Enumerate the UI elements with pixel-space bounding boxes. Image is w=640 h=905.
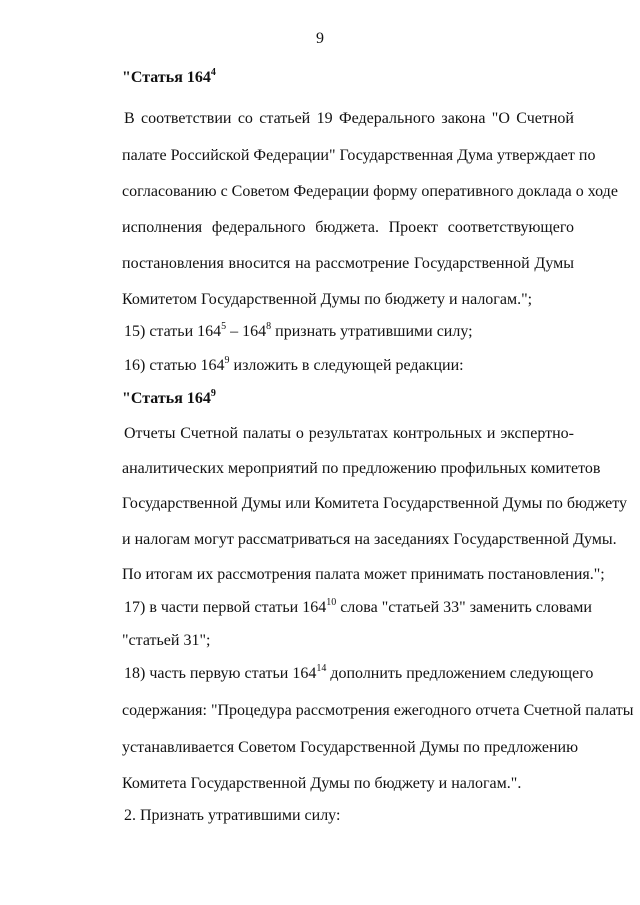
heading-superscript: 9 — [210, 387, 216, 399]
superscript: 8 — [266, 320, 272, 332]
superscript: 14 — [316, 662, 327, 674]
superscript: 9 — [224, 354, 230, 366]
heading-text: "Статья 164 — [122, 69, 211, 86]
paragraph-line: палате Российской Федерации" Государственная Дума утверждает по — [122, 147, 596, 164]
superscript: 5 — [221, 320, 227, 332]
item-text: 17) в части первой статьи 164 — [124, 599, 327, 616]
item-text: 15) статьи 164 — [124, 323, 222, 340]
article-heading-164-4 — [122, 68, 216, 88]
item-text: дополнить предложением следующего — [326, 665, 594, 682]
paragraph-line: Государственной Думы или Комитета Государственной Думы по бюджету — [122, 495, 628, 512]
item-text: слова "статьей 33" заменить словами — [336, 599, 592, 616]
heading-text: "Статья 164 — [122, 390, 211, 407]
list-item-18-continuation: содержания: "Процедура рассмотрения ежегодного отчета Счетной палаты — [122, 702, 634, 719]
list-item-18-continuation: устанавливается Советом Государственной Думы по предложению — [122, 739, 579, 756]
page-number: 9 — [316, 30, 324, 47]
article-heading-164-9 — [122, 389, 216, 409]
item-text: 18) часть первую статьи 164 — [124, 665, 317, 682]
paragraph-line: исполнения федерального бюджета. Проект соответствующего — [122, 219, 574, 236]
list-item-18 — [124, 664, 593, 684]
superscript: 10 — [326, 596, 337, 608]
item-text: изложить в следующей редакции: — [229, 357, 464, 374]
list-item-18-continuation: Комитета Государственной Думы по бюджету и налогам.". — [122, 775, 522, 792]
item-text: 16) статью 164 — [124, 357, 225, 374]
paragraph-line: и налогам могут рассматриваться на заседаниях Государственной Думы. — [122, 531, 617, 548]
paragraph-line: В соответствии со статьей 19 Федерального закона "О Счетной — [124, 110, 574, 127]
paragraph-line: согласованию с Советом Федерации форму оперативного доклада о ходе — [122, 183, 618, 200]
paragraph-line: аналитических мероприятий по предложению профильных комитетов — [122, 460, 601, 477]
list-item-17-continuation: "статьей 31"; — [122, 632, 211, 649]
paragraph-line: Комитетом Государственной Думы по бюджету и налогам."; — [122, 291, 533, 308]
paragraph-line: Отчеты Счетной палаты о результатах контрольных и экспертно- — [124, 425, 574, 442]
paragraph-line: постановления вносится на рассмотрение Государственной Думы — [122, 255, 574, 272]
list-item-15 — [124, 322, 473, 342]
item-text: признать утратившими силу; — [271, 323, 473, 340]
paragraph-line: По итогам их рассмотрения палата может принимать постановления."; — [122, 566, 605, 583]
section-item-2: 2. Признать утратившими силу: — [124, 807, 341, 824]
heading-superscript: 4 — [210, 66, 216, 78]
list-item-16 — [124, 356, 464, 376]
list-item-17 — [124, 598, 592, 618]
item-text: – 164 — [226, 323, 267, 340]
